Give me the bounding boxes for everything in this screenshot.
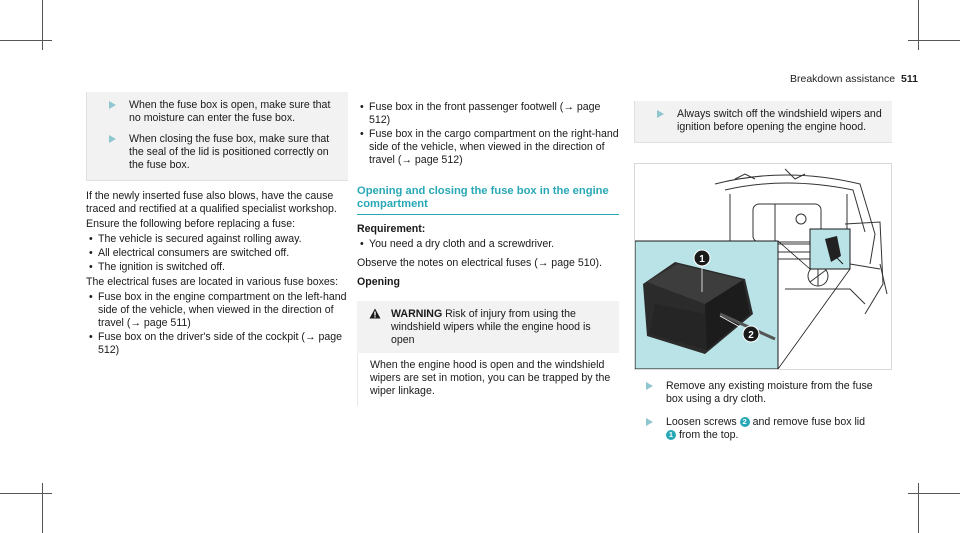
step-item <box>95 99 340 125</box>
callout-badge-1: 1 <box>666 430 676 440</box>
step-text: Remove any existing moisture from the fuse box using a dry cloth. <box>666 380 873 405</box>
step-arrow-icon <box>646 418 653 426</box>
warning-triangle-icon <box>369 308 381 319</box>
crop-mark <box>0 40 52 41</box>
crop-mark <box>908 40 960 41</box>
column-3 <box>634 101 892 143</box>
column-1 <box>86 92 348 359</box>
bullet-list <box>357 101 619 167</box>
paragraph: The electrical fuses are located in various fuse boxes: <box>86 276 339 288</box>
step-item <box>634 416 892 442</box>
section-title: Breakdown assistance <box>789 73 896 85</box>
step-text: Loosen screws <box>666 416 737 428</box>
warning-box <box>357 301 619 406</box>
list-item: • Fuse box in the front passenger footwell (→ page 512) <box>360 101 601 126</box>
paragraph: Observe the notes on electrical fuses (→ page 510). <box>357 257 602 269</box>
step-text: from the top. <box>678 429 739 441</box>
step-arrow-icon <box>657 110 664 118</box>
crop-mark <box>42 483 43 533</box>
bullet-list <box>357 238 619 251</box>
step-item <box>643 108 884 134</box>
column-2 <box>357 101 619 406</box>
crop-mark <box>918 483 919 533</box>
paragraph: If the newly inserted fuse also blows, have the cause traced and rectified at a qualified specialist workshop. <box>86 190 337 215</box>
step-text: When closing the fuse box, make sure that the seal of the lid is positioned correctly on the fuse box. <box>129 133 330 171</box>
step-text: and remove fuse box lid <box>752 416 866 428</box>
crop-mark <box>918 0 919 50</box>
warning-header <box>357 301 619 353</box>
list-item: • Fuse box in the cargo compartment on the right-hand side of the vehicle, when viewed in the direction of travel (→ page 512) <box>360 128 619 166</box>
column-3-steps <box>634 380 892 452</box>
callout-badge-2: 2 <box>740 417 750 427</box>
step-item <box>634 380 892 406</box>
warning-body: When the engine hood is open and the windshield wipers are set in motion, you can be trapped by the wiper linkage. <box>357 353 619 406</box>
step-text: Always switch off the windshield wipers and ignition before opening the engine hood. <box>677 108 882 133</box>
bullet-list <box>86 233 348 274</box>
list-item: • The ignition is switched off. <box>89 261 225 273</box>
callout-2: 2 <box>748 330 754 341</box>
opening-label: Opening <box>357 276 400 288</box>
list-item: • Fuse box on the driver's side of the cockpit (→ page 512) <box>89 331 343 356</box>
step-box <box>86 92 348 181</box>
step-box <box>634 101 892 143</box>
section-heading: Opening and closing the fuse box in the engine compartment <box>357 185 619 215</box>
list-item: • The vehicle is secured against rolling away. <box>89 233 302 245</box>
requirement-label: Requirement: <box>357 223 426 235</box>
list-item: • You need a dry cloth and a screwdriver. <box>360 238 555 250</box>
list-item: • All electrical consumers are switched off. <box>89 247 290 259</box>
paragraph: Ensure the following before replacing a fuse: <box>86 218 296 230</box>
page-header <box>790 73 918 85</box>
bullet-list <box>86 291 348 357</box>
callout-1: 1 <box>699 254 705 265</box>
crop-mark <box>42 0 43 50</box>
engine-compartment-drawing <box>635 164 891 369</box>
step-arrow-icon <box>646 382 653 390</box>
step-arrow-icon <box>109 135 116 143</box>
list-item: • Fuse box in the engine compartment on the left-hand side of the vehicle, when viewed in the direction of travel (→ page 511) <box>89 291 347 329</box>
engine-fuse-box-illustration <box>634 163 892 370</box>
crop-mark <box>0 493 52 494</box>
page-number: 511 <box>901 73 918 85</box>
step-text: When the fuse box is open, make sure that no moisture can enter the fuse box. <box>129 99 331 124</box>
warning-title: Risk of injury from using the windshield wipers while the engine hood is open <box>391 308 591 346</box>
step-arrow-icon <box>109 101 116 109</box>
warning-label: WARNING <box>391 308 443 320</box>
step-item <box>95 133 340 172</box>
crop-mark <box>908 493 960 494</box>
